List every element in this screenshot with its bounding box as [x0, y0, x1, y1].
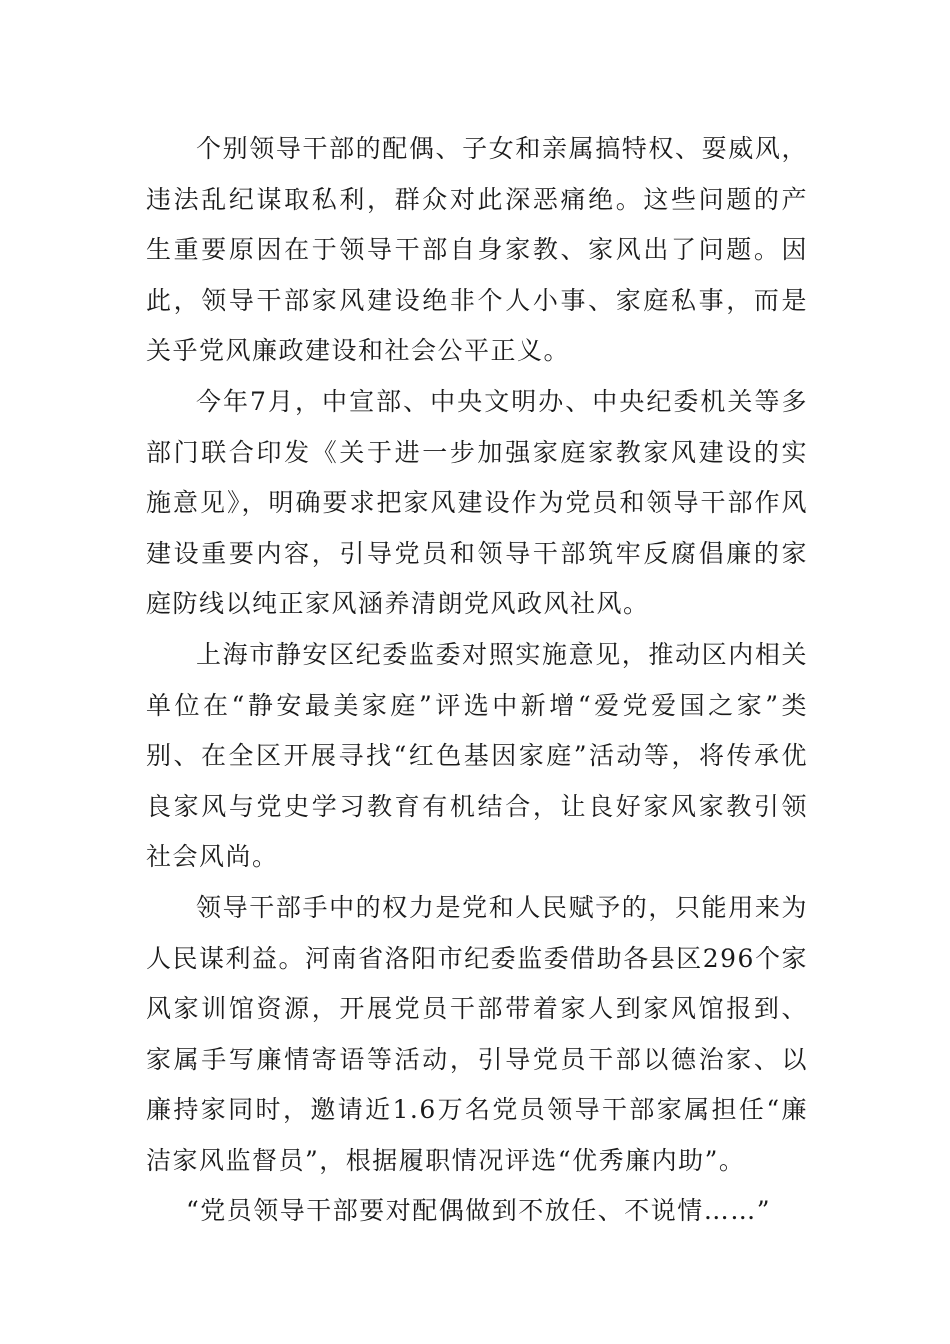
article-body	[146, 124, 808, 1237]
paragraph-shanghai-jingan: 上海市静安区纪委监委对照实施意见，推动区内相关单位在“静安最美家庭”评选中新增“爱党爱国之家”类别、在全区开展寻找“红色基因家庭”活动等，将传承优良家风与党史学习教育有机结合，让良好家风家教引领社会风尚。	[146, 639, 808, 872]
paragraph-family-privilege: 个别领导干部的配偶、子女和亲属搞特权、耍威风，违法乱纪谋取私利，群众对此深恶痛绝。这些问题的产生重要原因在于领导干部自身家教、家风出了问题。因此，领导干部家风建设绝非个人小事、家庭私事，而是关乎党风廉政建设和社会公平正义。	[146, 134, 808, 366]
paragraph-quote: “党员领导干部要对配偶做到不放任、不说情……”	[186, 1196, 772, 1226]
paragraph-henan-luoyang: 领导干部手中的权力是党和人民赋予的，只能用来为人民谋利益。河南省洛阳市纪委监委借助各县区296个家风家训馆资源，开展党员干部带着家人到家风馆报到、家属手写廉情寄语等活动，引导党员干部以德治家、以廉持家同时，邀请近1.6万名党员领导干部家属担任“廉洁家风监督员”，根据履职情况评选“优秀廉内助”。	[146, 892, 808, 1175]
paragraph-implementation-opinion: 今年7月，中宣部、中央文明办、中央纪委机关等多部门联合印发《关于进一步加强家庭家教家风建设的实施意见》，明确要求把家风建设作为党员和领导干部作风建设重要内容，引导党员和领导干部筑牢反腐倡廉的家庭防线以纯正家风涵养清朗党风政风社风。	[146, 386, 808, 619]
